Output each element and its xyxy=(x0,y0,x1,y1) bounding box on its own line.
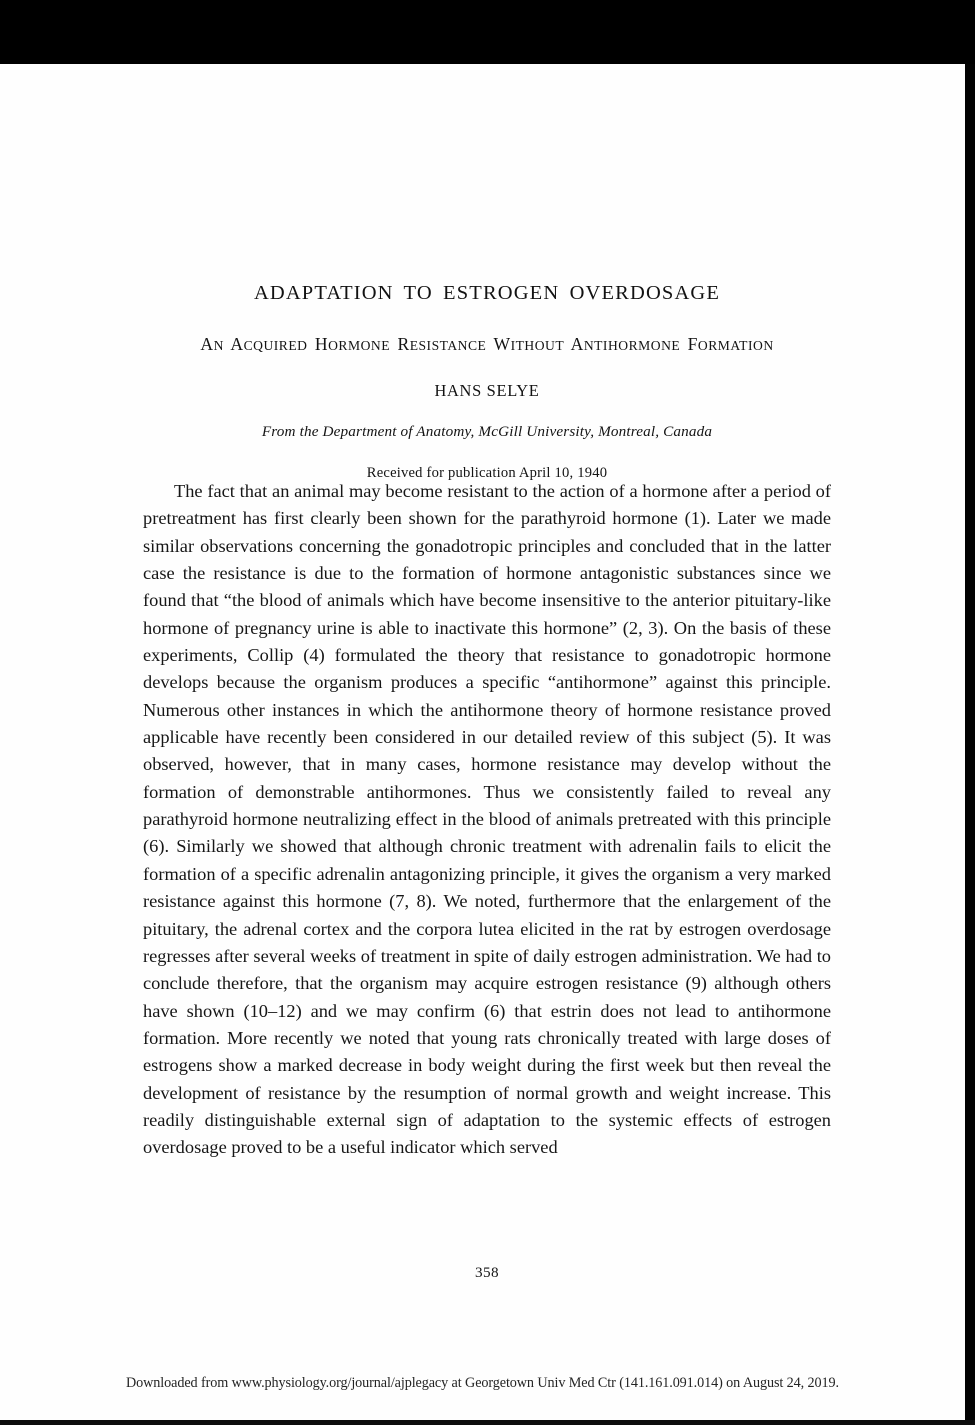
download-notice: Downloaded from www.physiology.org/journal/ajplegacy at Georgetown Univ Med Ctr (141.161.091.014) on August 24, 2019. xyxy=(126,1375,839,1391)
received-date: Received for publication April 10, 1940 xyxy=(366,465,608,481)
scan-artifact-top-band xyxy=(0,0,975,64)
article-subtitle: AN ACQUIRED HORMONE RESISTANCE WITHOUT ANTIHORMONE FORMATION xyxy=(200,334,774,354)
article-heading-block xyxy=(143,282,831,482)
body-paragraph: The fact that an animal may become resistant to the action of a hormone after a period of pretreatment has first clearly been shown for the parathyroid hormone (1). Later we made similar observations concerning the gonadotropic principles and concluded that in the latter case the resistance is due to the formation of hormone antagonistic substances since we found that “the blood of animals which have become insensitive to the anterior pituitary-like hormone of pregnancy urine is able to inactivate this hormone” (2, 3). On the basis of these experiments, Collip (4) formulated the theory that resistance to gonadotropic hormone develops because the organism produces a specific “antihormone” against this principle. Numerous other instances in which the antihormone theory of hormone resistance proved applicable have recently been considered in our detailed review of this subject (5). It was observed, however, that in many cases, hormone resistance may develop without the formation of demonstrable antihormones. Thus we consistently failed to reveal any parathyroid hormone neutralizing effect in the blood of animals pretreated with this principle (6). Similarly we showed that although chronic treatment with adrenalin fails to elicit the formation of a specific adrenalin antagonizing principle, it gives the organism a very marked resistance against this hormone (7, 8). We noted, furthermore that the enlargement of the pituitary, the adrenal cortex and the corpora lutea elicited in the rat by estrogen overdosage regresses after several weeks of treatment in spite of daily estrogen administration. We had to conclude therefore, that the organism may acquire estrogen resistance (9) although others have shown (10–12) and we may confirm (6) that estrin does not lead to antihormone formation. More recently we noted that young rats chronically treated with large doses of estrogens show a marked decrease in body weight during the first week but then reveal the development of resistance by the resumption of normal growth and weight increase. This readily distinguishable external sign of adaptation to the systemic effects of estrogen overdosage proved to be a useful indicator which served xyxy=(143,481,831,1158)
article-author: HANS SELYE xyxy=(434,381,540,400)
body-text-column xyxy=(143,478,831,1162)
article-title: ADAPTATION TO ESTROGEN OVERDOSAGE xyxy=(253,282,721,304)
article-affiliation: From the Department of Anatomy, McGill University, Montreal, Canada xyxy=(261,423,713,440)
scan-artifact-right-edge xyxy=(965,64,975,1420)
document-page xyxy=(0,64,965,1420)
page-number: 358 xyxy=(475,1264,499,1281)
scan-artifact-bottom-rule xyxy=(0,1420,975,1425)
